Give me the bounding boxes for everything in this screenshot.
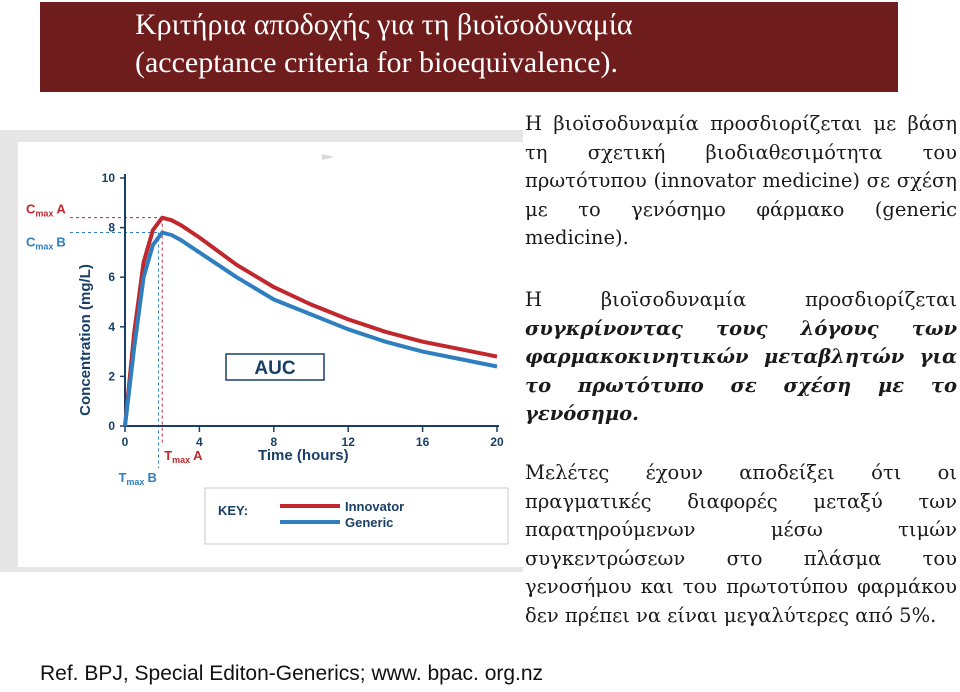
y-tick-label: 0: [108, 419, 115, 433]
y-tick-label: 2: [108, 369, 115, 384]
y-tick-label: 8: [108, 220, 115, 235]
title-banner: [40, 2, 898, 92]
y-tick-label: 4: [108, 319, 115, 334]
paragraph-bioequivalence-definition: Η βιοϊσοδυναμία προσδιορίζεται με βάση τη σχετική βιοδιαθεσιμότητα του πρωτότυπου (innovator medicine) σε σχέση με το γενόσημο φάρμακο (generic medicine).: [525, 112, 957, 249]
y-tick-label: 6: [108, 270, 115, 285]
auc-label: AUC: [254, 358, 296, 379]
title-line-1: Κριτήρια αποδοχής για τη βιοϊσοδυναμία: [135, 8, 633, 41]
paragraph-studies: Μελέτες έχουν αποδείξει ότι οι πραγματικές διαφορές μεταξύ των παρατηρούμενων μέσω τιμών συγκεντρώσεων στο πλάσμα του γενοσήμου και του πρωτοτύπου φαρμάκου δεν πρέπει να είναι μεγαλύτερες από 5%.: [525, 461, 957, 627]
title-line-2: (acceptance criteria for bioequivalence).: [135, 46, 619, 79]
x-tick-label: 8: [270, 435, 278, 449]
pharmacokinetic-chart: [0, 130, 523, 572]
x-tick-label: 4: [196, 435, 203, 449]
legend-key-title: KEY:: [218, 503, 249, 518]
tmax-a-label: $T_{max}$ A: [164, 448, 203, 465]
cmax-b-label: $C_{max}$ B: [26, 234, 66, 252]
reference-citation: Ref. BPJ, Special Editon-Generics; www. bpac. org.nz: [40, 662, 544, 685]
paragraph-comparison-plain: Η βιοϊσοδυναμία προσδιορίζεται: [525, 288, 957, 311]
cmax-a-label: $C_{max}$ A: [26, 201, 66, 219]
y-tick-label: 10: [101, 171, 115, 185]
x-axis-title: Time (hours): [258, 447, 349, 464]
x-tick-label: 12: [341, 435, 355, 449]
paragraph-comparison: [525, 286, 957, 429]
legend-label-generic: Generic: [345, 515, 394, 530]
y-axis-title: Concentration (mg/L): [77, 264, 94, 416]
x-tick-label: 0: [121, 435, 129, 449]
slide-title: [135, 6, 633, 82]
legend-box: [205, 488, 508, 544]
legend-label-innovator: Innovator: [345, 499, 405, 514]
paragraph-comparison-bold: συγκρίνοντας τους λόγους των φαρμακοκινητικών μεταβλητών για το πρωτότυπο σε σχέση με το γενόσημο.: [525, 316, 957, 425]
x-tick-label: 20: [490, 435, 504, 449]
tmax-b-label: $T_{max}$ B: [118, 470, 157, 487]
x-tick-label: 16: [415, 435, 430, 449]
